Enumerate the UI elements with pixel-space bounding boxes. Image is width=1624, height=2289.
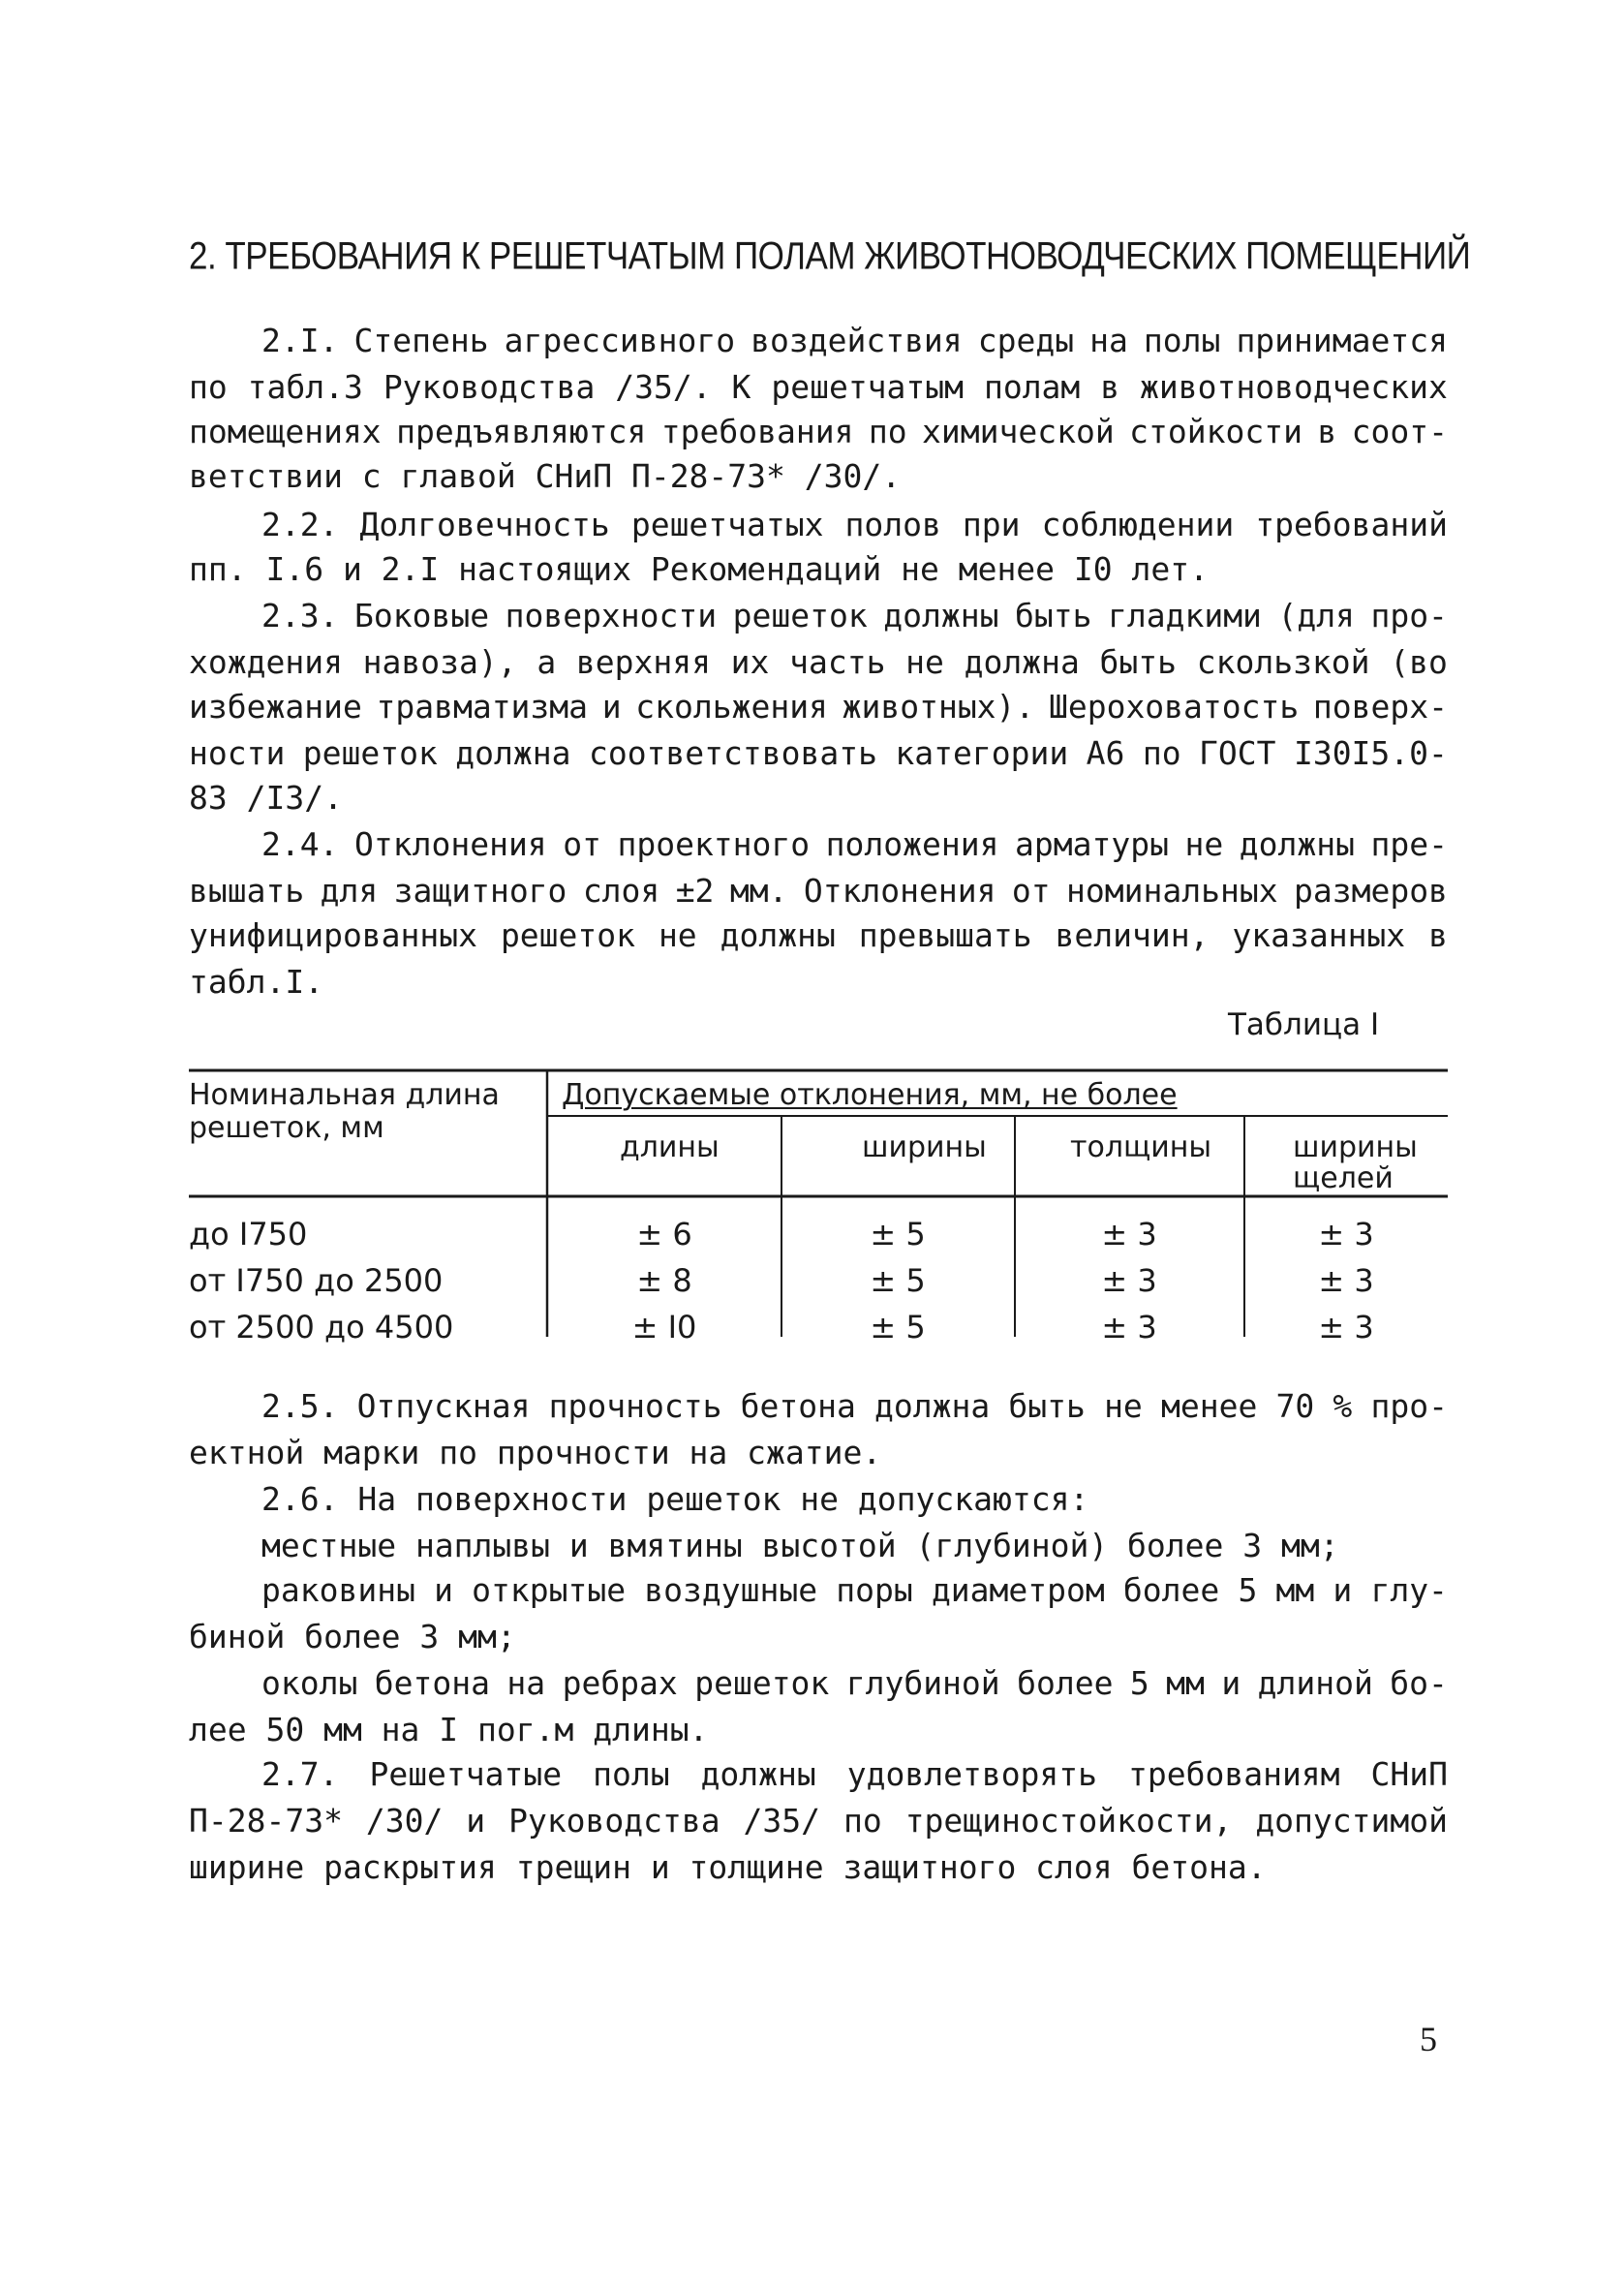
text-line bbox=[189, 825, 1448, 864]
word: решеток bbox=[302, 734, 438, 772]
word: а bbox=[536, 643, 557, 681]
word: менее bbox=[1160, 1387, 1258, 1425]
text-line: лее 50 мм на I пог.м длины. bbox=[189, 1711, 709, 1748]
word: быть bbox=[1008, 1387, 1086, 1425]
word: требований bbox=[1255, 506, 1448, 543]
word: избежание bbox=[189, 688, 362, 726]
word: предъявляются bbox=[396, 413, 647, 450]
word: 2.3. bbox=[261, 597, 339, 634]
word: диаметром bbox=[931, 1571, 1105, 1609]
text-line bbox=[189, 1802, 1448, 1840]
word: указанных bbox=[1232, 916, 1406, 954]
word: стойкости bbox=[1129, 413, 1302, 450]
word: решеток bbox=[694, 1664, 830, 1702]
section-heading: 2. ТРЕБОВАНИЯ К РЕШЕТЧАТЫМ ПОЛАМ ЖИВОТНОВОДЧЕСКИХ ПОМЕЩЕНИЙ bbox=[189, 234, 1471, 278]
word: А6 bbox=[1086, 734, 1125, 772]
word: быть bbox=[1099, 643, 1178, 681]
word: Отпускная bbox=[356, 1387, 531, 1425]
word: должны bbox=[720, 916, 836, 954]
word: более bbox=[1017, 1664, 1114, 1702]
word: по bbox=[1142, 734, 1181, 772]
word: Руководства bbox=[383, 368, 596, 406]
word: про- bbox=[1370, 597, 1448, 634]
word: среды bbox=[977, 322, 1075, 359]
word: положения bbox=[825, 825, 999, 863]
word: Долговечность bbox=[359, 506, 610, 543]
word: арматуры bbox=[1015, 825, 1169, 863]
word: и bbox=[466, 1802, 486, 1840]
word: слоя bbox=[582, 872, 660, 910]
table-header-nominal-line2: решеток, мм bbox=[189, 1111, 384, 1145]
word: Отклонения bbox=[354, 825, 547, 863]
word: травматизма bbox=[376, 688, 589, 726]
text-line: пп. I.6 и 2.I настоящих Рекомендаций не менее I0 лет. bbox=[189, 550, 1209, 588]
word: Решетчатые bbox=[369, 1755, 563, 1793]
word: от bbox=[1011, 872, 1051, 910]
text-line bbox=[189, 368, 1448, 407]
table-header-thickness: толщины bbox=[1070, 1130, 1212, 1164]
text-line bbox=[189, 643, 1448, 682]
word: соответствовать bbox=[588, 734, 877, 772]
text-line: ширине раскрытия трещин и толщине защитного слоя бетона. bbox=[189, 1848, 1267, 1886]
word: при bbox=[962, 506, 1021, 543]
word: % bbox=[1333, 1387, 1353, 1425]
text-line: местные наплывы и вмятины высотой (глубиной) более 3 мм; bbox=[261, 1527, 1339, 1564]
word: по bbox=[189, 368, 228, 406]
row-label: от I750 до 2500 bbox=[189, 1262, 444, 1299]
word: решеток bbox=[732, 597, 868, 634]
word: поверхности bbox=[505, 597, 718, 634]
row-label: от 2500 до 4500 bbox=[189, 1309, 454, 1346]
word: помещениях bbox=[189, 413, 382, 450]
cell-gaps: ± 3 bbox=[1318, 1262, 1374, 1299]
word: номинальных bbox=[1066, 872, 1278, 910]
cell-width: ± 5 bbox=[870, 1216, 926, 1253]
word: 70 bbox=[1275, 1387, 1315, 1425]
word: Отклонения bbox=[803, 872, 996, 910]
word: прочность bbox=[548, 1387, 722, 1425]
word: воздушные bbox=[644, 1571, 818, 1609]
word: верхняя bbox=[575, 643, 711, 681]
word: вышать bbox=[189, 872, 305, 910]
word: должны bbox=[700, 1755, 816, 1793]
text-line: 83 /I3/. bbox=[189, 779, 343, 817]
word: полов bbox=[844, 506, 941, 543]
word: животноводческих bbox=[1140, 368, 1448, 406]
word: на bbox=[506, 1664, 546, 1702]
word: и bbox=[434, 1571, 453, 1609]
word: полы bbox=[1143, 322, 1221, 359]
word: /35/. bbox=[615, 368, 712, 406]
word: гладкими bbox=[1107, 597, 1262, 634]
word: /35/ bbox=[743, 1802, 821, 1840]
text-line bbox=[189, 413, 1448, 451]
text-line: табл.I. bbox=[189, 963, 324, 1001]
word: и bbox=[601, 688, 622, 726]
text-line: ектной марки по прочности на сжатие. bbox=[189, 1434, 882, 1471]
word: 2.7. bbox=[261, 1755, 339, 1793]
word: хождения bbox=[189, 643, 343, 681]
text-line bbox=[189, 872, 1448, 911]
word: не bbox=[1104, 1387, 1143, 1425]
word: ГОСТ bbox=[1199, 734, 1276, 772]
word: СНиП bbox=[1370, 1755, 1448, 1793]
table-header-width: ширины bbox=[862, 1130, 987, 1164]
word: полы bbox=[593, 1755, 670, 1793]
text-line bbox=[189, 916, 1448, 955]
text-line bbox=[189, 1571, 1448, 1610]
word: околы bbox=[261, 1664, 358, 1702]
word: Боковые bbox=[354, 597, 490, 634]
cell-thickness: ± 3 bbox=[1101, 1262, 1157, 1299]
word: агрессивного bbox=[504, 322, 736, 359]
word: 2.5. bbox=[261, 1387, 339, 1425]
word: их bbox=[730, 643, 770, 681]
word: удовлетворять bbox=[846, 1755, 1098, 1793]
table-header-group: Допускаемые отклонения, мм, не более bbox=[562, 1078, 1178, 1112]
word: химической bbox=[922, 413, 1115, 450]
word: должна bbox=[874, 1387, 991, 1425]
text-line bbox=[189, 688, 1448, 727]
word: 2.I. bbox=[261, 322, 339, 359]
cell-length: ± 6 bbox=[636, 1216, 692, 1253]
word: по bbox=[868, 413, 907, 450]
word: 2.2. bbox=[261, 506, 339, 543]
table-header-gaps-line2: щелей bbox=[1293, 1161, 1394, 1195]
text-line bbox=[189, 597, 1448, 635]
word: мм bbox=[1275, 1571, 1315, 1609]
word: 5 bbox=[1129, 1664, 1149, 1702]
word: ±2 bbox=[675, 872, 715, 910]
word: I30I5.0- bbox=[1293, 734, 1448, 772]
word: и bbox=[1333, 1571, 1353, 1609]
cell-length: ± I0 bbox=[631, 1309, 697, 1346]
word: категории bbox=[895, 734, 1069, 772]
word: по bbox=[843, 1802, 882, 1840]
word: трещиностойкости, bbox=[904, 1802, 1233, 1840]
table-caption: Таблица I bbox=[1228, 1007, 1380, 1042]
word: 5 bbox=[1238, 1571, 1258, 1609]
word: Степень bbox=[353, 322, 489, 359]
word: скольжения bbox=[635, 688, 828, 726]
cell-gaps: ± 3 bbox=[1318, 1309, 1374, 1346]
word: соот- bbox=[1351, 413, 1448, 450]
word: требования bbox=[660, 413, 854, 450]
word: длиной bbox=[1257, 1664, 1373, 1702]
word: пре- bbox=[1370, 825, 1448, 863]
word: быть bbox=[1014, 597, 1092, 634]
word: не bbox=[658, 916, 697, 954]
word: для bbox=[320, 872, 379, 910]
word: соблюдении bbox=[1041, 506, 1235, 543]
word: проектного bbox=[617, 825, 811, 863]
word: и bbox=[1221, 1664, 1241, 1702]
word: глу- bbox=[1370, 1571, 1448, 1609]
word: должна bbox=[455, 734, 571, 772]
word: открытые bbox=[472, 1571, 627, 1609]
word: бо- bbox=[1390, 1664, 1448, 1702]
word: требованиям bbox=[1128, 1755, 1340, 1793]
cell-length: ± 8 bbox=[636, 1262, 692, 1299]
cell-thickness: ± 3 bbox=[1101, 1216, 1157, 1253]
word: превышать bbox=[858, 916, 1032, 954]
word: раковины bbox=[261, 1571, 415, 1609]
cell-gaps: ± 3 bbox=[1318, 1216, 1374, 1253]
word: решеток bbox=[500, 916, 636, 954]
row-label: до I750 bbox=[189, 1216, 308, 1253]
word: бетона bbox=[374, 1664, 490, 1702]
text-line bbox=[189, 506, 1448, 544]
word: ребрах bbox=[562, 1664, 678, 1702]
word: бетона bbox=[740, 1387, 856, 1425]
word: поры bbox=[836, 1571, 913, 1609]
word: часть bbox=[789, 643, 886, 681]
word: размеров bbox=[1293, 872, 1448, 910]
word: 2.4. bbox=[261, 825, 339, 863]
word: скользкой bbox=[1196, 643, 1370, 681]
text-line bbox=[189, 322, 1448, 360]
word: табл.3 bbox=[247, 368, 363, 406]
word: воздействия bbox=[751, 322, 963, 359]
word: должны bbox=[1239, 825, 1355, 863]
word: навоза), bbox=[362, 643, 517, 681]
word: (для bbox=[1277, 597, 1355, 634]
word: /30/ bbox=[365, 1802, 444, 1840]
text-line bbox=[189, 1755, 1448, 1794]
word: мм bbox=[1166, 1664, 1205, 1702]
word: в bbox=[1100, 368, 1120, 406]
word: ности bbox=[189, 734, 286, 772]
word: (во bbox=[1390, 643, 1448, 681]
word: величин, bbox=[1055, 916, 1210, 954]
text-line: ветствии с главой СНиП П-28-73* /30/. bbox=[189, 457, 902, 495]
text-line bbox=[189, 734, 1448, 773]
table-header-gaps-line1: ширины bbox=[1293, 1130, 1418, 1164]
word: должны bbox=[883, 597, 999, 634]
word: принимается bbox=[1236, 322, 1448, 359]
word: поверх- bbox=[1312, 688, 1448, 726]
cell-thickness: ± 3 bbox=[1101, 1309, 1157, 1346]
word: животных). bbox=[842, 688, 1035, 726]
word: не bbox=[905, 643, 944, 681]
cell-width: ± 5 bbox=[870, 1309, 926, 1346]
word: К bbox=[731, 368, 751, 406]
word: решетчатых bbox=[630, 506, 824, 543]
word: более bbox=[1122, 1571, 1220, 1609]
word: про- bbox=[1370, 1387, 1448, 1425]
word: не bbox=[1184, 825, 1224, 863]
table-header-nominal-line1: Номинальная длина bbox=[189, 1078, 500, 1112]
word: полам bbox=[983, 368, 1081, 406]
text-line bbox=[189, 1387, 1448, 1426]
text-line bbox=[189, 1664, 1448, 1703]
cell-width: ± 5 bbox=[870, 1262, 926, 1299]
word: допустимой bbox=[1255, 1802, 1448, 1840]
word: защитного bbox=[393, 872, 567, 910]
text-line: 2.6. На поверхности решеток не допускаются: bbox=[261, 1480, 1089, 1518]
word: Руководства bbox=[508, 1802, 720, 1840]
text-line: биной более 3 мм; bbox=[189, 1618, 516, 1655]
table-header-length: длины bbox=[620, 1130, 720, 1164]
word: глубиной bbox=[845, 1664, 1000, 1702]
word: от bbox=[563, 825, 601, 863]
word: решетчатым bbox=[771, 368, 965, 406]
word: в bbox=[1317, 413, 1337, 450]
word: на bbox=[1089, 322, 1128, 359]
word: мм. bbox=[729, 872, 788, 910]
word: должна bbox=[964, 643, 1080, 681]
word: унифицированных bbox=[189, 916, 478, 954]
word: Шероховатость bbox=[1048, 688, 1300, 726]
page-number: 5 bbox=[1420, 2020, 1437, 2058]
word: П-28-73* bbox=[189, 1802, 343, 1840]
word: в bbox=[1428, 916, 1448, 954]
